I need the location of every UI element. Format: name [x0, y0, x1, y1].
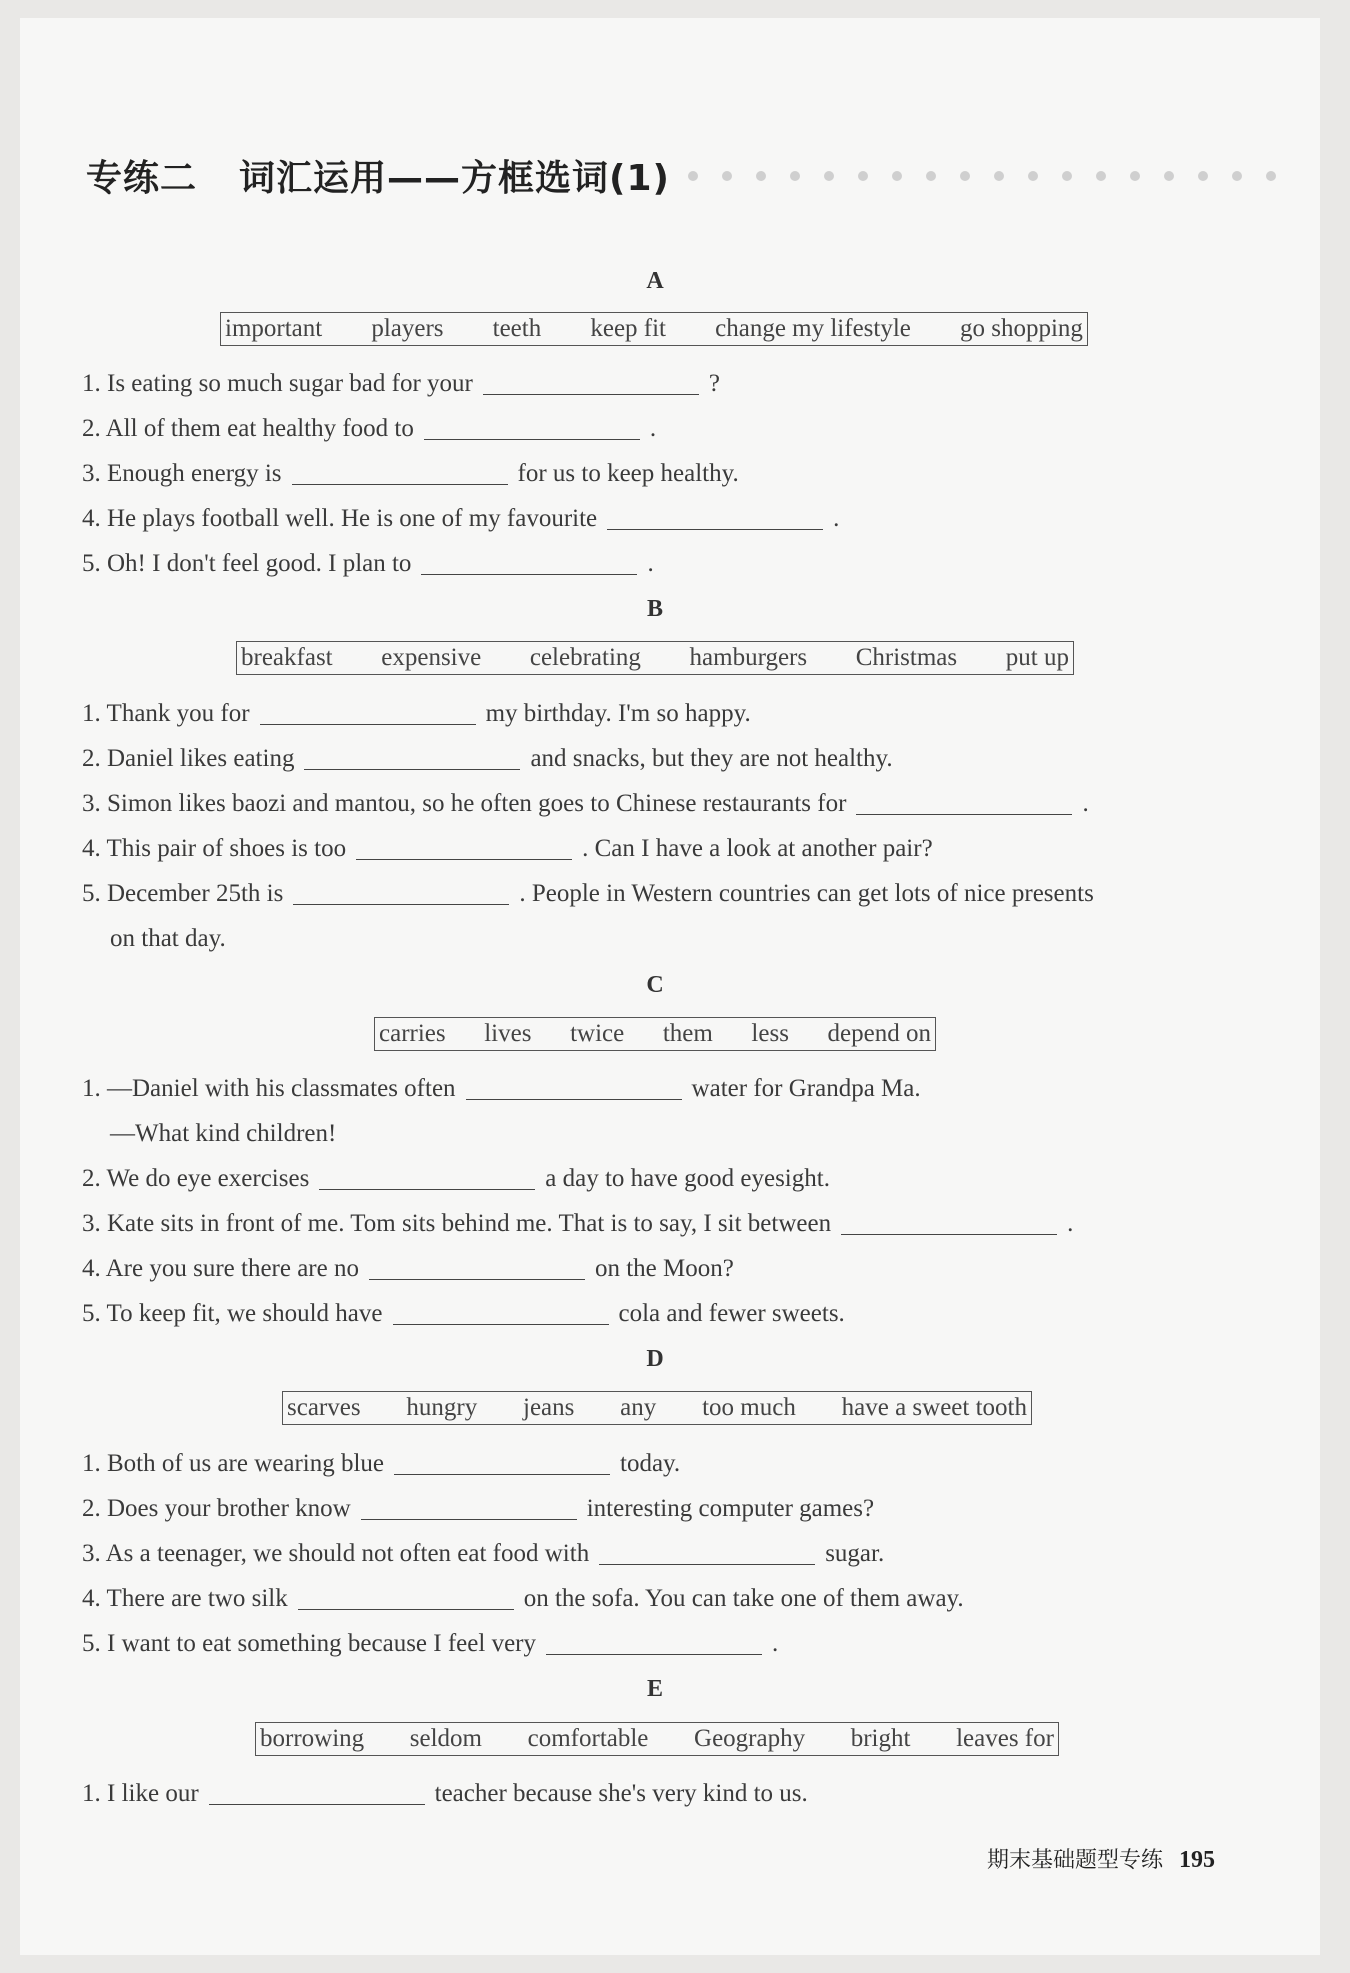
word-option: Geography	[694, 1725, 806, 1752]
question-text: 1. Both of us are wearing blue	[82, 1450, 385, 1477]
word-option: borrowing	[260, 1725, 365, 1752]
question-text: and snacks, but they are not healthy.	[530, 745, 893, 772]
question-text: 1. I like our	[82, 1780, 199, 1807]
answer-blank[interactable]	[421, 573, 637, 575]
question-text: a day to have good eyesight.	[545, 1165, 830, 1192]
word-option: keep fit	[590, 315, 667, 342]
answer-blank[interactable]	[260, 723, 476, 725]
word-option: bright	[850, 1725, 911, 1752]
word-box	[220, 312, 1088, 346]
question-text: 5. To keep fit, we should have	[82, 1300, 383, 1327]
question-text: 1. —Daniel with his classmates often	[82, 1075, 456, 1102]
answer-blank[interactable]	[293, 903, 509, 905]
word-option: leaves for	[956, 1725, 1054, 1752]
question-item	[82, 745, 893, 773]
question-text: 2. Does your brother know	[82, 1495, 351, 1522]
question-item	[82, 1495, 874, 1523]
question-item	[82, 1210, 1073, 1238]
question-text: .	[1082, 790, 1089, 817]
question-text: 5. Oh! I don't feel good. I plan to	[82, 550, 412, 577]
question-item	[82, 1450, 680, 1478]
word-option: jeans	[523, 1394, 575, 1421]
question-text: 3. Enough energy is	[82, 460, 282, 487]
answer-blank[interactable]	[298, 1608, 514, 1610]
title-sub: 词汇运用——方框选词(1)	[239, 158, 670, 199]
question-item	[82, 880, 1094, 908]
answer-blank[interactable]	[209, 1803, 425, 1805]
question-text: cola and fewer sweets.	[618, 1300, 845, 1327]
question-item	[82, 700, 751, 728]
question-text: ?	[708, 370, 720, 397]
word-option: have a sweet tooth	[841, 1394, 1027, 1421]
question-text: 1. Is eating so much sugar bad for your	[82, 370, 473, 397]
word-option: hungry	[406, 1394, 478, 1421]
word-option: Christmas	[855, 644, 958, 671]
question-text: teacher because she's very kind to us.	[434, 1780, 808, 1807]
question-item	[110, 1120, 336, 1148]
word-option: twice	[570, 1020, 625, 1047]
question-text: 2. We do eye exercises	[82, 1165, 310, 1192]
question-item	[82, 1075, 921, 1103]
word-box	[374, 1017, 936, 1051]
word-option: depend on	[827, 1020, 931, 1047]
question-item	[82, 505, 839, 533]
question-text: 4. Are you sure there are no	[82, 1255, 359, 1282]
question-item	[82, 1300, 845, 1328]
word-option: put up	[1005, 644, 1069, 671]
question-text: 3. Simon likes baozi and mantou, so he often goes to Chinese restaurants for	[82, 790, 847, 817]
word-option: scarves	[287, 1394, 361, 1421]
question-item	[82, 460, 739, 488]
page-number: 195	[1179, 1847, 1216, 1873]
word-option: too much	[702, 1394, 796, 1421]
question-item	[82, 790, 1089, 818]
footer-text: 期末基础题型专练	[987, 1848, 1164, 1873]
section-letter: C	[646, 972, 664, 998]
question-text: water for Grandpa Ma.	[691, 1075, 921, 1102]
word-option: expensive	[381, 644, 482, 671]
section-letter: B	[646, 596, 663, 622]
answer-blank[interactable]	[369, 1278, 585, 1280]
answer-blank[interactable]	[361, 1518, 577, 1520]
question-item	[82, 550, 654, 578]
word-option: teeth	[492, 315, 542, 342]
question-text: .	[833, 505, 840, 532]
page-title	[86, 150, 1300, 201]
answer-blank[interactable]	[304, 768, 520, 770]
question-text: 2. All of them eat healthy food to	[82, 415, 414, 442]
question-item	[82, 1540, 884, 1568]
answer-blank[interactable]	[393, 1323, 609, 1325]
question-text: .	[649, 415, 657, 442]
question-text: today.	[620, 1450, 681, 1477]
question-text: 4. He plays football well. He is one of my favourite	[82, 505, 598, 532]
question-text: —What kind children!	[110, 1120, 337, 1147]
word-option: comfortable	[527, 1725, 649, 1752]
question-text: 3. Kate sits in front of me. Tom sits behind me. That is to say, I sit between	[82, 1210, 832, 1237]
answer-blank[interactable]	[466, 1098, 682, 1100]
word-box	[282, 1391, 1032, 1425]
question-text: on that day.	[110, 925, 226, 952]
word-box	[236, 641, 1074, 675]
page-footer	[987, 1843, 1215, 1874]
title-main: 专练二	[86, 158, 198, 199]
answer-blank[interactable]	[292, 483, 508, 485]
word-option: go shopping	[960, 315, 1083, 342]
answer-blank[interactable]	[856, 813, 1072, 815]
answer-blank[interactable]	[546, 1653, 762, 1655]
question-text: on the Moon?	[594, 1255, 734, 1282]
question-text: 4. There are two silk	[82, 1585, 288, 1612]
question-text: interesting computer games?	[586, 1495, 875, 1522]
word-option: any	[620, 1394, 657, 1421]
word-box	[255, 1722, 1059, 1756]
section-letter: A	[646, 268, 664, 294]
question-item	[82, 1165, 830, 1193]
word-option: lives	[484, 1020, 532, 1047]
question-text: 3. As a teenager, we should not often eat food with	[82, 1540, 590, 1567]
question-item	[82, 370, 720, 398]
question-item	[82, 835, 933, 863]
question-item	[82, 1585, 964, 1613]
answer-blank[interactable]	[424, 438, 640, 440]
word-option: important	[225, 315, 323, 342]
question-item	[82, 415, 656, 443]
section-letter: E	[646, 1676, 663, 1702]
word-option: less	[751, 1020, 789, 1047]
question-item	[82, 1780, 808, 1808]
question-item	[82, 1255, 734, 1283]
question-text: . Can I have a look at another pair?	[582, 835, 933, 862]
answer-blank[interactable]	[356, 858, 572, 860]
question-text: my birthday. I'm so happy.	[485, 700, 751, 727]
answer-blank[interactable]	[319, 1188, 535, 1190]
title-decoration-dots	[688, 171, 1300, 181]
question-text: 4. This pair of shoes is too	[82, 835, 347, 862]
section-letter: D	[646, 1346, 664, 1372]
question-text: .	[1067, 1210, 1074, 1237]
question-text: 1. Thank you for	[82, 700, 250, 727]
word-option: change my lifestyle	[715, 315, 911, 342]
question-text: sugar.	[825, 1540, 885, 1567]
word-option: seldom	[409, 1725, 482, 1752]
word-option: celebrating	[529, 644, 641, 671]
word-option: breakfast	[241, 644, 333, 671]
question-text: .	[772, 1630, 779, 1657]
word-option: them	[662, 1020, 713, 1047]
question-text: 2. Daniel likes eating	[82, 745, 295, 772]
question-text: on the sofa. You can take one of them away.	[523, 1585, 964, 1612]
question-text: . People in Western countries can get lots of nice presents	[519, 880, 1094, 907]
word-option: hamburgers	[689, 644, 808, 671]
question-text: 5. December 25th is	[82, 880, 284, 907]
question-item	[82, 1630, 778, 1658]
answer-blank[interactable]	[607, 528, 823, 530]
answer-blank[interactable]	[483, 393, 699, 395]
question-text: .	[647, 550, 654, 577]
answer-blank[interactable]	[599, 1563, 815, 1565]
answer-blank[interactable]	[394, 1473, 610, 1475]
word-option: carries	[379, 1020, 446, 1047]
question-item	[110, 925, 226, 953]
word-option: players	[371, 315, 444, 342]
answer-blank[interactable]	[841, 1233, 1057, 1235]
question-text: 5. I want to eat something because I feel very	[82, 1630, 536, 1657]
question-text: for us to keep healthy.	[517, 460, 739, 487]
